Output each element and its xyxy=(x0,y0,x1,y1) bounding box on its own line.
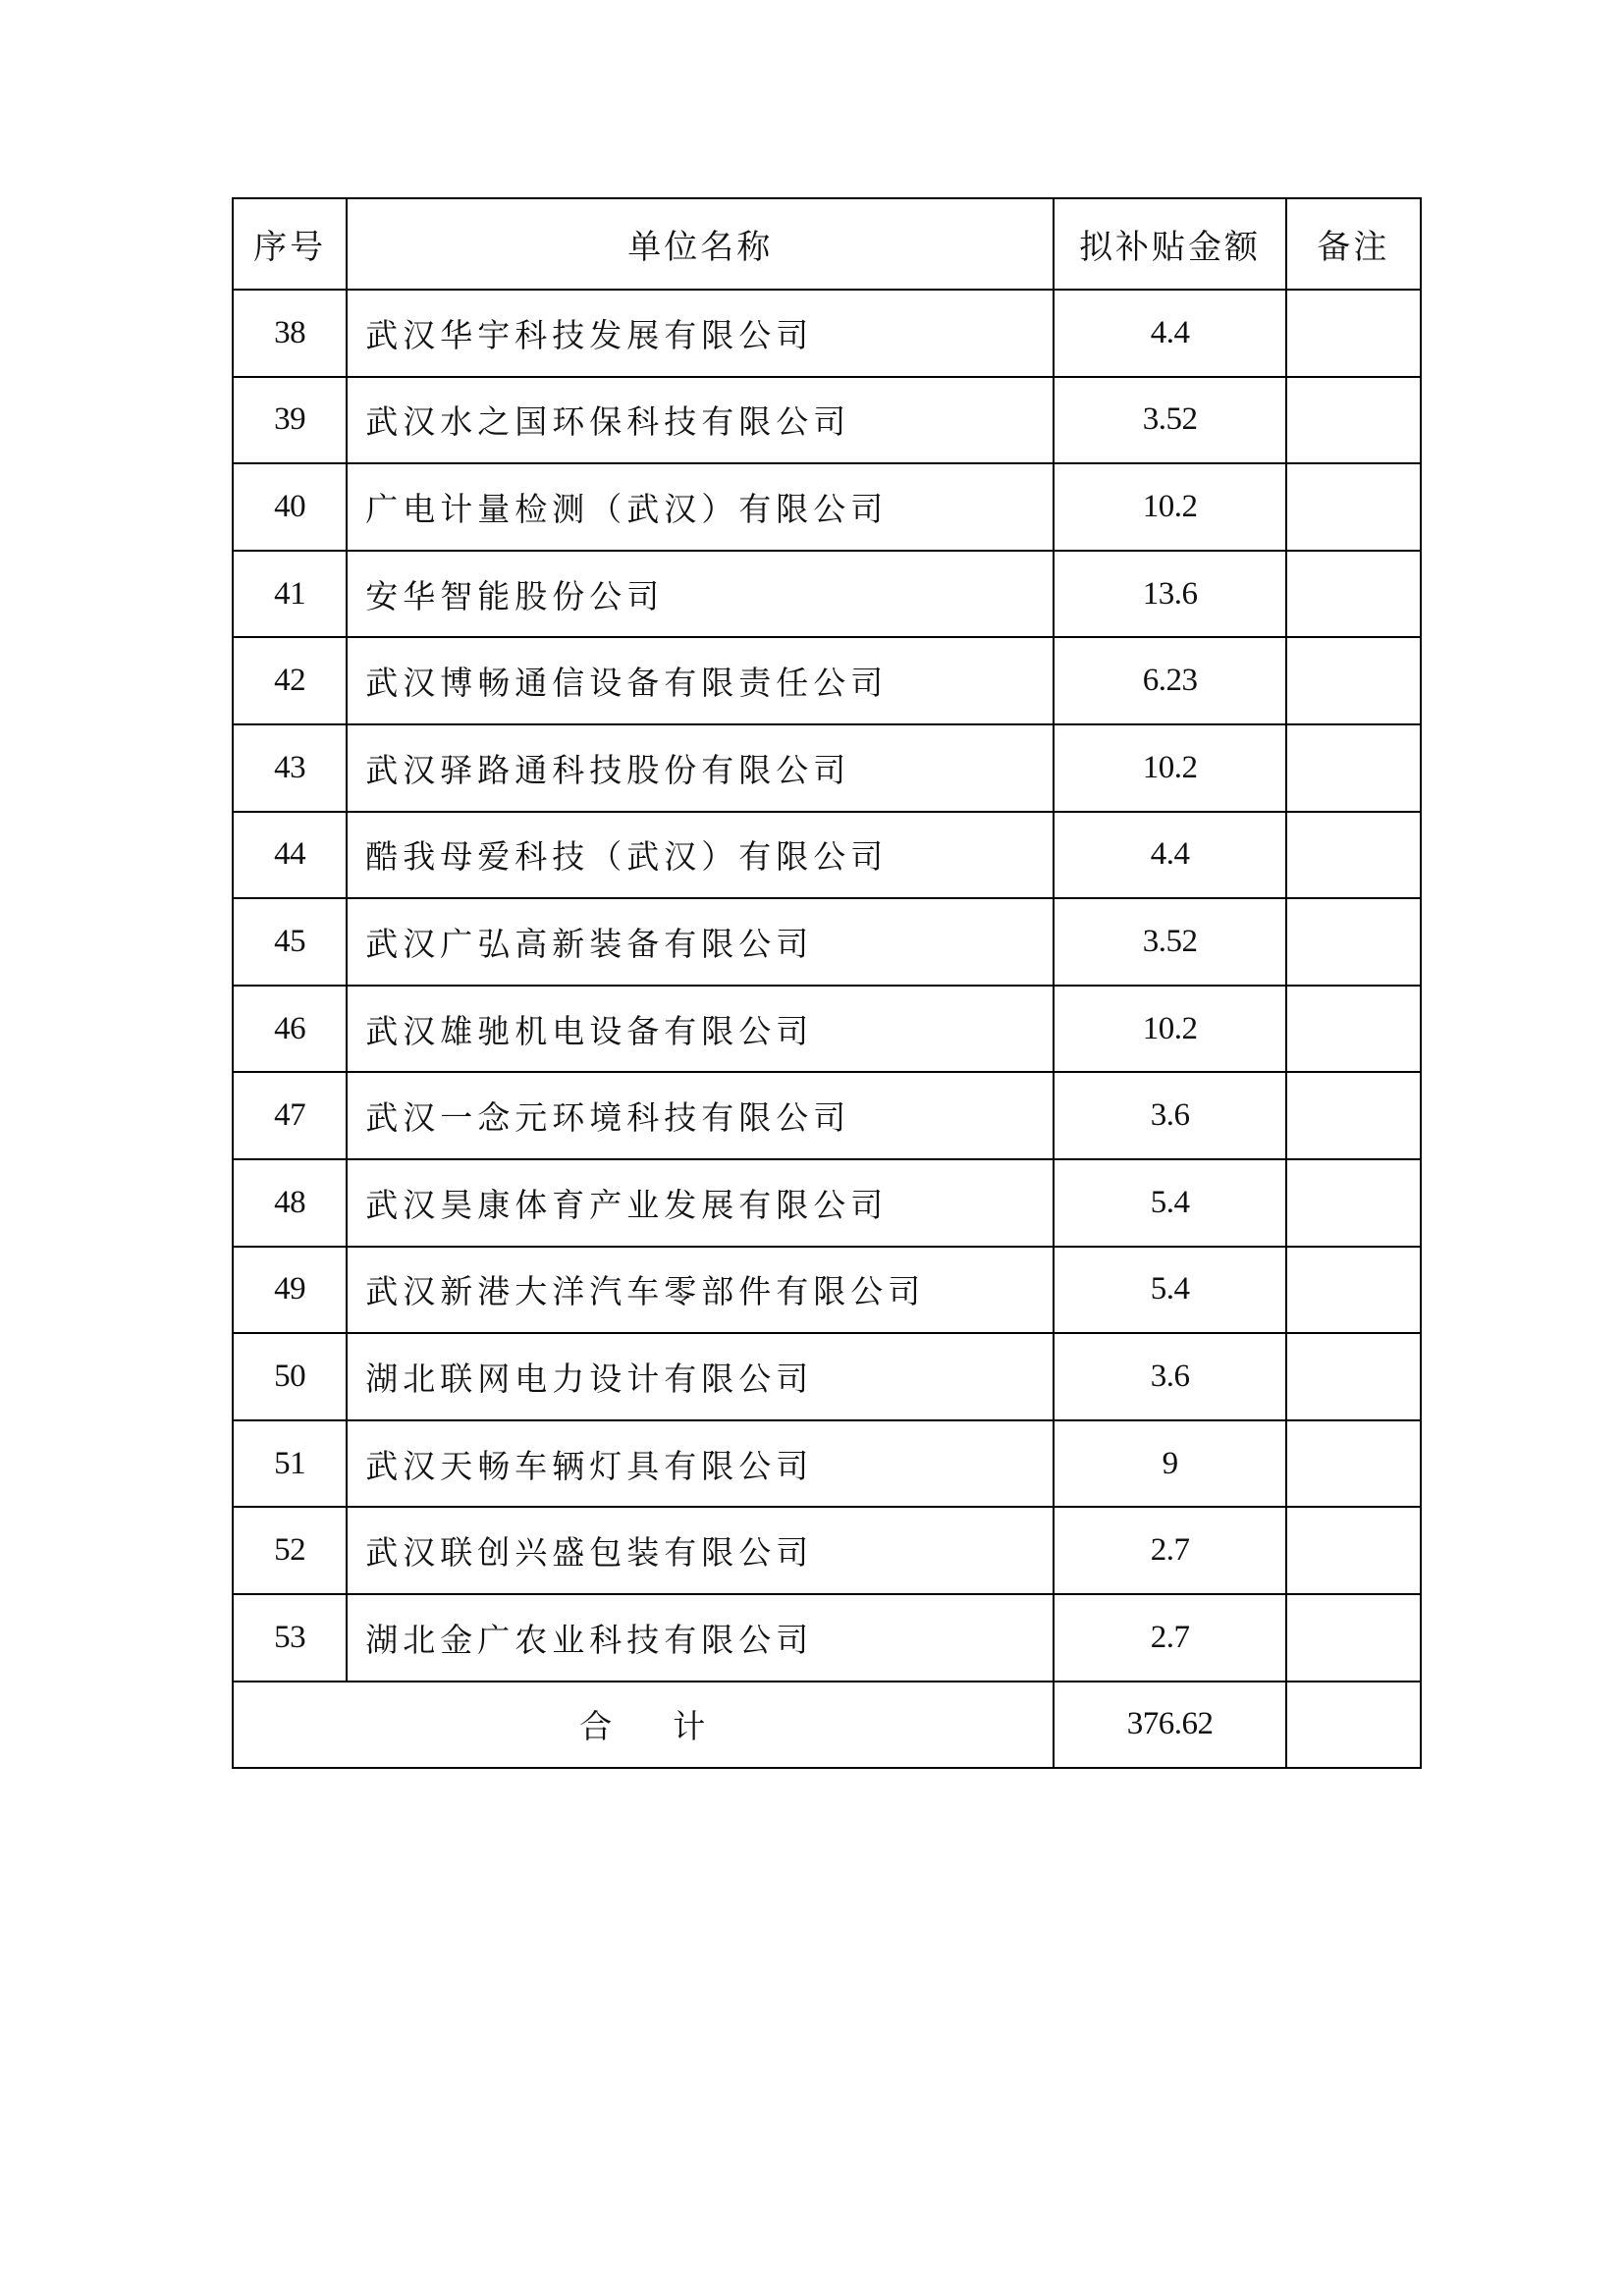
row-company-name: 武汉华宇科技发展有限公司 xyxy=(347,290,1054,377)
total-row xyxy=(233,1682,1421,1769)
row-amount: 3.52 xyxy=(1054,898,1285,986)
row-no: 40 xyxy=(233,463,347,551)
row-no: 41 xyxy=(233,551,347,638)
row-amount: 3.52 xyxy=(1054,377,1285,464)
row-amount: 2.7 xyxy=(1054,1594,1285,1682)
row-note xyxy=(1286,1420,1421,1508)
table-header-row xyxy=(233,198,1421,290)
row-no: 43 xyxy=(233,724,347,812)
row-amount: 4.4 xyxy=(1054,812,1285,899)
row-amount: 4.4 xyxy=(1054,290,1285,377)
total-label xyxy=(233,1682,1054,1769)
row-company-name: 武汉水之国环保科技有限公司 xyxy=(347,377,1054,464)
table-row xyxy=(233,986,1421,1073)
header-amount: 拟补贴金额 xyxy=(1054,198,1285,290)
table-row xyxy=(233,724,1421,812)
row-company-name: 湖北金广农业科技有限公司 xyxy=(347,1594,1054,1682)
table-row xyxy=(233,1247,1421,1334)
row-no: 53 xyxy=(233,1594,347,1682)
table-row xyxy=(233,1072,1421,1159)
row-no: 42 xyxy=(233,637,347,724)
table-row xyxy=(233,463,1421,551)
row-note xyxy=(1286,1507,1421,1594)
row-amount: 5.4 xyxy=(1054,1247,1285,1334)
row-note xyxy=(1286,290,1421,377)
table-row xyxy=(233,290,1421,377)
row-company-name: 湖北联网电力设计有限公司 xyxy=(347,1333,1054,1420)
table-row xyxy=(233,812,1421,899)
total-amount: 376.62 xyxy=(1054,1682,1285,1769)
row-note xyxy=(1286,551,1421,638)
row-company-name: 武汉昊康体育产业发展有限公司 xyxy=(347,1159,1054,1247)
table-row xyxy=(233,1594,1421,1682)
row-company-name: 武汉天畅车辆灯具有限公司 xyxy=(347,1420,1054,1508)
row-amount: 3.6 xyxy=(1054,1072,1285,1159)
row-note xyxy=(1286,724,1421,812)
row-no: 44 xyxy=(233,812,347,899)
row-note xyxy=(1286,812,1421,899)
header-note: 备注 xyxy=(1286,198,1421,290)
row-amount: 6.23 xyxy=(1054,637,1285,724)
row-company-name: 酷我母爱科技（武汉）有限公司 xyxy=(347,812,1054,899)
row-amount: 10.2 xyxy=(1054,463,1285,551)
row-no: 45 xyxy=(233,898,347,986)
row-no: 48 xyxy=(233,1159,347,1247)
header-no: 序号 xyxy=(233,198,347,290)
table-body xyxy=(233,290,1421,1682)
total-note xyxy=(1286,1682,1421,1769)
row-company-name: 武汉博畅通信设备有限责任公司 xyxy=(347,637,1054,724)
row-note xyxy=(1286,1333,1421,1420)
row-note xyxy=(1286,986,1421,1073)
row-no: 46 xyxy=(233,986,347,1073)
row-amount: 13.6 xyxy=(1054,551,1285,638)
row-no: 49 xyxy=(233,1247,347,1334)
row-note xyxy=(1286,1594,1421,1682)
table-row xyxy=(233,1507,1421,1594)
row-no: 52 xyxy=(233,1507,347,1594)
table-row xyxy=(233,551,1421,638)
row-note xyxy=(1286,1072,1421,1159)
row-amount: 2.7 xyxy=(1054,1507,1285,1594)
table-row xyxy=(233,898,1421,986)
row-amount: 10.2 xyxy=(1054,724,1285,812)
table-row xyxy=(233,637,1421,724)
row-note xyxy=(1286,637,1421,724)
row-note xyxy=(1286,1247,1421,1334)
table-row xyxy=(233,1333,1421,1420)
row-company-name: 武汉一念元环境科技有限公司 xyxy=(347,1072,1054,1159)
row-company-name: 武汉雄驰机电设备有限公司 xyxy=(347,986,1054,1073)
total-label-right: 计 xyxy=(673,1707,708,1746)
row-company-name: 武汉驿路通科技股份有限公司 xyxy=(347,724,1054,812)
row-no: 47 xyxy=(233,1072,347,1159)
table-row xyxy=(233,1159,1421,1247)
row-company-name: 武汉新港大洋汽车零部件有限公司 xyxy=(347,1247,1054,1334)
header-name: 单位名称 xyxy=(347,198,1054,290)
row-no: 50 xyxy=(233,1333,347,1420)
row-company-name: 武汉广弘高新装备有限公司 xyxy=(347,898,1054,986)
row-company-name: 广电计量检测（武汉）有限公司 xyxy=(347,463,1054,551)
table-row xyxy=(233,1420,1421,1508)
row-amount: 5.4 xyxy=(1054,1159,1285,1247)
row-note xyxy=(1286,1159,1421,1247)
row-company-name: 安华智能股份公司 xyxy=(347,551,1054,638)
row-no: 51 xyxy=(233,1420,347,1508)
row-note xyxy=(1286,377,1421,464)
subsidy-table xyxy=(232,197,1422,1769)
row-note xyxy=(1286,463,1421,551)
total-label-left: 合 xyxy=(579,1707,615,1746)
row-company-name: 武汉联创兴盛包装有限公司 xyxy=(347,1507,1054,1594)
row-no: 39 xyxy=(233,377,347,464)
row-amount: 10.2 xyxy=(1054,986,1285,1073)
row-amount: 3.6 xyxy=(1054,1333,1285,1420)
row-no: 38 xyxy=(233,290,347,377)
row-note xyxy=(1286,898,1421,986)
table-row xyxy=(233,377,1421,464)
row-amount: 9 xyxy=(1054,1420,1285,1508)
